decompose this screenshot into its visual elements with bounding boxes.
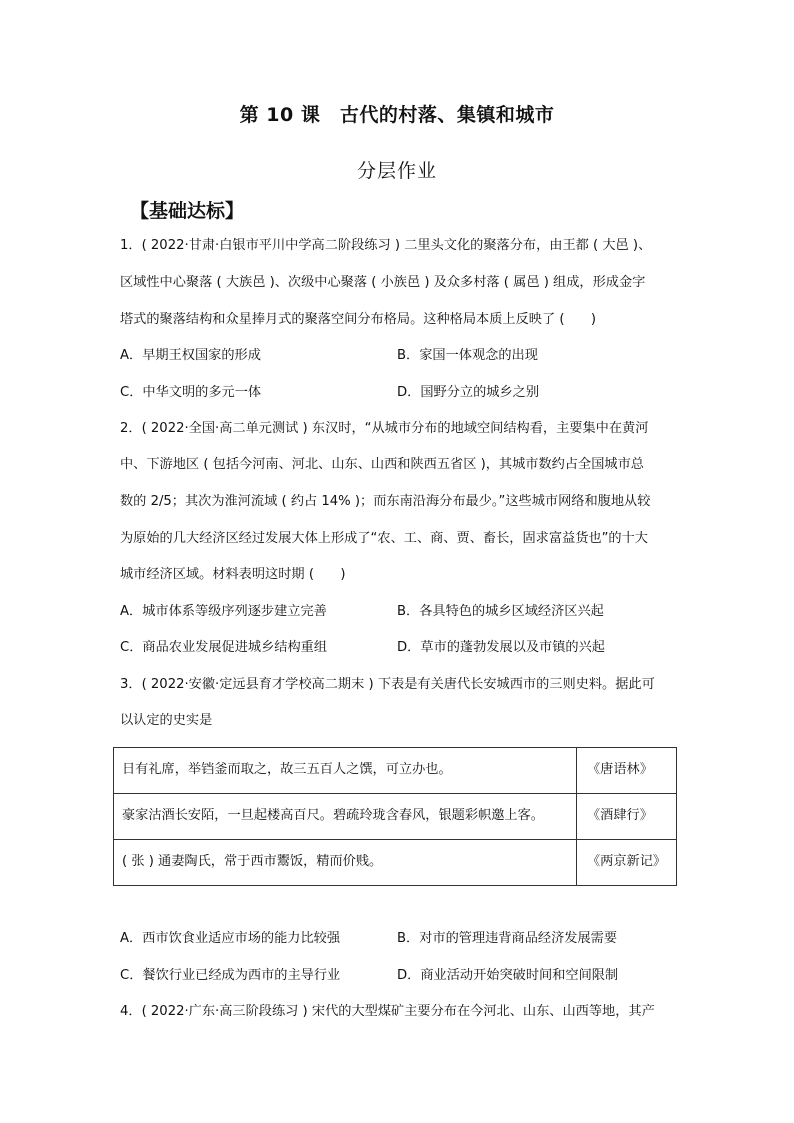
question-3-option-d: D．商业活动开始突破时间和空间限制 — [397, 968, 619, 983]
table-cell-source: 《唐语林》 — [577, 748, 677, 794]
table-cell-source: 《两京新记》 — [577, 840, 677, 886]
question-3-line-1: 3．( 2022·安徽·定远县育才学校高二期末 ) 下表是有关唐代长安城西市的三则史料。据此可 — [120, 677, 655, 692]
table-cell-source: 《酒肆行》 — [577, 794, 677, 840]
question-2-line-5: 城市经济区域。材料表明这时期 ( ) — [120, 567, 346, 582]
question-1-option-d: D．国野分立的城乡之别 — [397, 385, 540, 400]
question-2-option-c: C．商品农业发展促进城乡结构重组 — [120, 640, 328, 655]
question-2-option-a: A．城市体系等级序列逐步建立完善 — [120, 604, 327, 619]
question-2-line-4: 为原始的几大经济区经过发展大体上形成了“农、工、商、贾、畜长，固求富益货也”的十大 — [120, 531, 648, 546]
question-3-line-2: 以认定的史实是 — [120, 713, 213, 728]
page-title: 第 10 课 古代的村落、集镇和城市 — [239, 104, 555, 126]
question-2-option-b: B．各具特色的城乡区域经济区兴起 — [397, 604, 604, 619]
table-cell-text: 豪家沽酒长安陌，一旦起楼高百尺。碧疏玲珑含春风，银题彩帜邀上客。 — [114, 794, 577, 840]
table-row — [114, 748, 677, 794]
table-row — [114, 840, 677, 886]
section-heading: 【基础达标】 — [130, 200, 245, 222]
table-row — [114, 794, 677, 840]
question-2-option-d: D．草市的蓬勃发展以及市镇的兴起 — [397, 640, 605, 655]
table-cell-text: 日有礼席，举铛釜而取之，故三五百人之馔，可立办也。 — [114, 748, 577, 794]
question-1-line-2: 区域性中心聚落 ( 大族邑 )、次级中心聚落 ( 小族邑 ) 及众多村落 ( 属邑 ) 组成，形成金字 — [120, 275, 646, 290]
question-3-option-c: C．餐饮行业已经成为西市的主导行业 — [120, 968, 341, 983]
question-2-line-2: 中、下游地区 ( 包括今河南、河北、山东、山西和陕西五省区 )，其城市数约占全国城市总 — [120, 457, 644, 472]
question-1-option-b: B．家国一体观念的出现 — [397, 348, 538, 363]
question-1-line-3: 塔式的聚落结构和众星捧月式的聚落空间分布格局。这种格局本质上反映了 ( ) — [120, 312, 597, 327]
question-1-option-a: A．早期王权国家的形成 — [120, 348, 261, 363]
question-4-line-1: 4．( 2022·广东·高三阶段练习 ) 宋代的大型煤矿主要分布在今河北、山东、山西等地，其产 — [120, 1004, 655, 1019]
table-cell-text: ( 张 ) 通妻陶氏，常于西市鬻饭，精而价贱。 — [114, 840, 577, 886]
page-subtitle: 分层作业 — [356, 160, 437, 182]
question-3-option-b: B．对市的管理违背商品经济发展需要 — [397, 931, 618, 946]
question-2-line-1: 2．( 2022·全国·高二单元测试 ) 东汉时，“从城市分布的地域空间结构看，主要集中在黄河 — [120, 421, 649, 436]
question-1-option-c: C．中华文明的多元一体 — [120, 385, 262, 400]
question-3-option-a: A．西市饮食业适应市场的能力比较强 — [120, 931, 341, 946]
question-2-line-3: 数的 2/5；其次为淮河流域 ( 约占 14% )；而东南沿海分布最少。”这些城市网络和腹地从较 — [120, 494, 651, 509]
source-table — [113, 747, 677, 886]
question-1-line-1: 1．( 2022·甘肃·白银市平川中学高二阶段练习 ) 二里头文化的聚落分布，由王都 ( 大邑 )、 — [120, 238, 652, 253]
